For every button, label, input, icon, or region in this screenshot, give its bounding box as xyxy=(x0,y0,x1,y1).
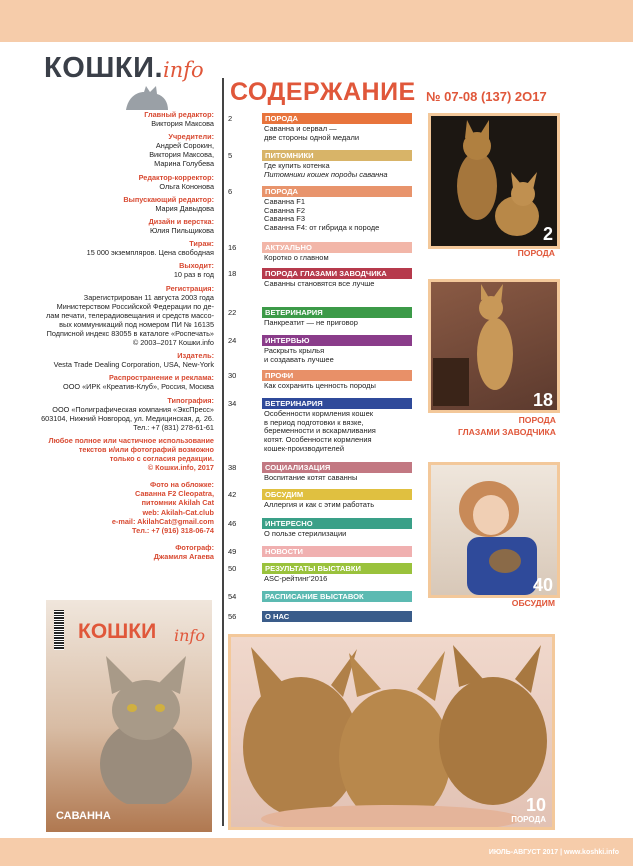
toc-description-line: Саванна F2 xyxy=(264,205,306,215)
toc-page-number: 24 xyxy=(228,336,237,345)
serval-chest-photo xyxy=(428,279,560,413)
toc-description xyxy=(264,198,419,233)
toc-section-label: ПИТОМНИКИ xyxy=(262,150,412,161)
toc-description-line: Саванна F4: от гибрида к породе xyxy=(264,223,380,233)
column-divider xyxy=(222,78,224,826)
masthead-label: Редактор-корректор: xyxy=(138,172,214,182)
girl-with-kitten-photo xyxy=(428,462,560,598)
toc-description-line: Саванны становятся все лучше xyxy=(264,279,375,288)
masthead-value: Ольга Кононова xyxy=(159,181,214,191)
toc-section-label: АКТУАЛЬНО xyxy=(262,242,412,253)
toc-page-number: 2 xyxy=(228,114,233,123)
toc-description-line: две стороны одной медали xyxy=(264,132,360,142)
masthead-value: Андрей Сорокин, xyxy=(155,141,214,151)
masthead-label: Выходит: xyxy=(179,261,214,271)
cover-logo-info: info xyxy=(174,626,205,645)
toc-section-label: ПРОФИ xyxy=(262,370,412,381)
masthead-value: ООО «ИРК «Креатив-Клуб», Россия, Москва xyxy=(63,382,214,392)
toc-description xyxy=(264,125,419,142)
toc-description-line: Саванна F1 xyxy=(264,197,306,206)
masthead-value: Зарегистрирован 11 августа 2003 года xyxy=(83,292,214,302)
cover-photo-credit: e-mail: AkilahCat@gmail.com xyxy=(111,516,214,526)
toc-description-line: беременности и вскармливания xyxy=(264,426,376,436)
cover-title: САВАННА xyxy=(56,810,111,822)
savannah-cats-photo xyxy=(428,113,560,249)
toc-description xyxy=(264,319,419,328)
toc-description-line: и создавать лучшее xyxy=(264,354,334,364)
toc-section-label: О НАС xyxy=(262,611,412,622)
issue-number: № 07-08 (137) 2О17 xyxy=(426,89,547,104)
toc-page-number: 6 xyxy=(228,187,233,196)
masthead-value: Vesta Trade Dealing Corporation, USA, New-York xyxy=(53,360,214,370)
masthead-value: 15 000 экземпляров. Цена свободная xyxy=(86,248,214,258)
toc-description xyxy=(264,162,419,179)
masthead-label: Главный редактор: xyxy=(144,110,214,119)
toc-section-label: ОБСУДИМ xyxy=(262,489,412,500)
masthead-label: Выпускающий редактор: xyxy=(123,194,214,204)
masthead-value: Тел.: +7 (831) 278-61-61 xyxy=(133,422,214,432)
masthead-value: вых коммуникаций под номером ПИ № 16135 xyxy=(59,319,214,329)
toc-description-line: Как сохранить ценность породы xyxy=(264,381,376,390)
toc-description-line: в период подготовки к вязке, xyxy=(264,417,364,427)
masthead-label: Тираж: xyxy=(189,239,214,249)
toc-description xyxy=(264,530,419,539)
toc-section-label: ПОРОДА ГЛАЗАМИ ЗАВОДЧИКА xyxy=(262,268,412,279)
toc-description-line: кошек-производителей xyxy=(264,443,345,453)
toc-title: СОДЕРЖАНИЕ xyxy=(230,78,416,106)
masthead-value: Мария Давыдова xyxy=(155,203,214,213)
masthead-value: ООО «Полиграфическая компания «ЭксПресс» xyxy=(52,404,214,414)
toc-description xyxy=(264,501,419,510)
toc-description-line: Саванна и сервал — xyxy=(264,124,337,133)
cover-logo: КОШКИ xyxy=(78,620,157,643)
top-band xyxy=(0,0,633,42)
masthead-value: Министерством Российской Федерации по де- xyxy=(56,301,214,311)
toc-description-line: Аллергия и как с этим работать xyxy=(264,500,375,509)
toc-description xyxy=(264,575,419,584)
kittens-photo: 10 ПОРОДА xyxy=(228,634,555,830)
kittens-illustration xyxy=(231,637,552,827)
toc-section-label: ВЕТЕРИНАРИЯ xyxy=(262,398,412,409)
copyright-note: © Кошки.info, 2017 xyxy=(147,463,214,473)
toc-description-line: О пользе стерилизации xyxy=(264,529,347,538)
toc-description-line: Особенности кормления кошек xyxy=(264,409,374,418)
copyright-note: Любое полное или частичное использование xyxy=(48,435,214,445)
toc-page-number: 30 xyxy=(228,371,237,380)
masthead-value: 10 раз в год xyxy=(173,270,214,280)
masthead-value: Виктория Максова, xyxy=(149,150,214,160)
toc-section-label: НОВОСТИ xyxy=(262,546,412,557)
photo-caption: ОБСУДИМ xyxy=(511,598,555,608)
toc-page-number: 34 xyxy=(228,399,237,408)
cover-photo-credit: Саванна F2 Cleopatra, xyxy=(135,489,214,499)
cats-illustration xyxy=(431,116,557,246)
magazine-logo: КОШКИ.info xyxy=(44,52,219,92)
toc-section-label: ПОРОДА xyxy=(262,113,412,124)
copyright-note: только с согласия редакции. xyxy=(109,454,214,464)
photo-page-number: 40 xyxy=(532,575,553,595)
photo-page-number: 18 xyxy=(532,390,553,410)
cover-photo-label: Фото на обложке: xyxy=(150,480,214,490)
cover-photo-credit: питомник Akilah Cat xyxy=(141,498,214,508)
masthead xyxy=(12,110,214,561)
toc-section-label: РЕЗУЛЬТАТЫ ВЫСТАВКИ xyxy=(262,563,412,574)
masthead-label: Типография: xyxy=(167,395,214,405)
toc-section-label: ИНТЕРЕСНО xyxy=(262,518,412,529)
cover-photo-credit: Тел.: +7 (916) 318-06-74 xyxy=(132,525,214,535)
photo-caption: ПОРОДА xyxy=(517,248,555,258)
toc-page-number: 56 xyxy=(228,612,237,621)
toc-description-line: Панкреатит — не приговор xyxy=(264,318,358,327)
toc-page-number: 46 xyxy=(228,519,237,528)
masthead-value: 603104, Нижний Новгород, ул. Медицинская, д. 26. xyxy=(41,413,214,423)
toc-description-line: Питомники кошек породы саванна xyxy=(264,169,388,179)
barcode-icon xyxy=(54,610,64,650)
spacer xyxy=(12,472,214,480)
toc-section-label: ВЕТЕРИНАРИЯ xyxy=(262,307,412,318)
toc-section-label: ПОРОДА xyxy=(262,186,412,197)
masthead-label: Распространение и реклама: xyxy=(109,373,214,383)
logo-word: КОШКИ xyxy=(44,52,155,84)
photo-caption: ПОРОДА ГЛАЗАМИ ЗАВОДЧИКА xyxy=(457,415,556,437)
toc-page-number: 50 xyxy=(228,564,237,573)
masthead-value: лам печати, телерадиовещания и средств массо- xyxy=(46,310,214,320)
photographer-label: Фотограф: xyxy=(175,542,214,552)
toc-description xyxy=(264,382,419,391)
toc-page-number: 18 xyxy=(228,269,237,278)
toc-description-line: котят. Особенности кормления xyxy=(264,435,372,445)
photo-page-number: 10 xyxy=(525,795,546,815)
toc-description xyxy=(264,474,419,483)
toc-page-number: 54 xyxy=(228,592,237,601)
toc-page-number: 5 xyxy=(228,151,233,160)
toc-page-number: 42 xyxy=(228,490,237,499)
cover-photo-credit: web: Akilah-Cat.club xyxy=(142,507,214,517)
magazine-cover xyxy=(46,600,212,832)
toc-section-label: СОЦИАЛИЗАЦИЯ xyxy=(262,462,412,473)
toc-description xyxy=(264,347,419,364)
masthead-value: Подписной индекс 83055 в каталоге «Роспечать» xyxy=(46,328,214,338)
toc-description-line: Коротко о главном xyxy=(264,253,329,262)
masthead-value: © 2003–2017 Кошки.info xyxy=(132,338,214,348)
masthead-label: Дизайн и верстка: xyxy=(148,216,214,226)
toc-description-line: Саванна F3 xyxy=(264,214,306,224)
masthead-label: Издатель: xyxy=(177,351,214,361)
toc-section-label: РАСПИСАНИЕ ВЫСТАВОК xyxy=(262,591,412,602)
masthead-label: Учредители: xyxy=(168,132,214,142)
toc-page-number: 16 xyxy=(228,243,237,252)
copyright-note: текстов и/или фотографий возможно xyxy=(78,445,214,454)
cover-cat-illustration xyxy=(90,654,202,804)
toc-page-number: 38 xyxy=(228,463,237,472)
spacer xyxy=(12,535,214,543)
photographer-name: Джамиля Агаева xyxy=(153,551,214,561)
toc-description-line: Где купить котенка xyxy=(264,161,330,170)
footer: ИЮЛЬ-АВГУСТ 2017 | www.koshki.info xyxy=(488,849,619,856)
masthead-label: Регистрация: xyxy=(165,283,214,293)
toc-description xyxy=(264,410,419,454)
logo-info: info xyxy=(163,58,204,82)
toc-description-line: ASC-рейтинг’2016 xyxy=(264,574,328,583)
toc-section-label: ИНТЕРВЬЮ xyxy=(262,335,412,346)
toc-page-number: 22 xyxy=(228,308,237,317)
toc-page-number: 49 xyxy=(228,547,237,556)
toc-description xyxy=(264,254,419,263)
masthead-value: Марина Голубева xyxy=(154,159,214,169)
cat-icon xyxy=(122,84,170,110)
toc-description-line: Воспитание котят саванны xyxy=(264,473,358,482)
masthead-value: Виктория Максова xyxy=(151,119,214,129)
toc-description-line: Раскрыть крылья xyxy=(264,346,325,355)
photo-page-number: 2 xyxy=(542,224,553,244)
toc-description xyxy=(264,280,419,289)
masthead-value: Юлия Пильщикова xyxy=(149,226,214,236)
